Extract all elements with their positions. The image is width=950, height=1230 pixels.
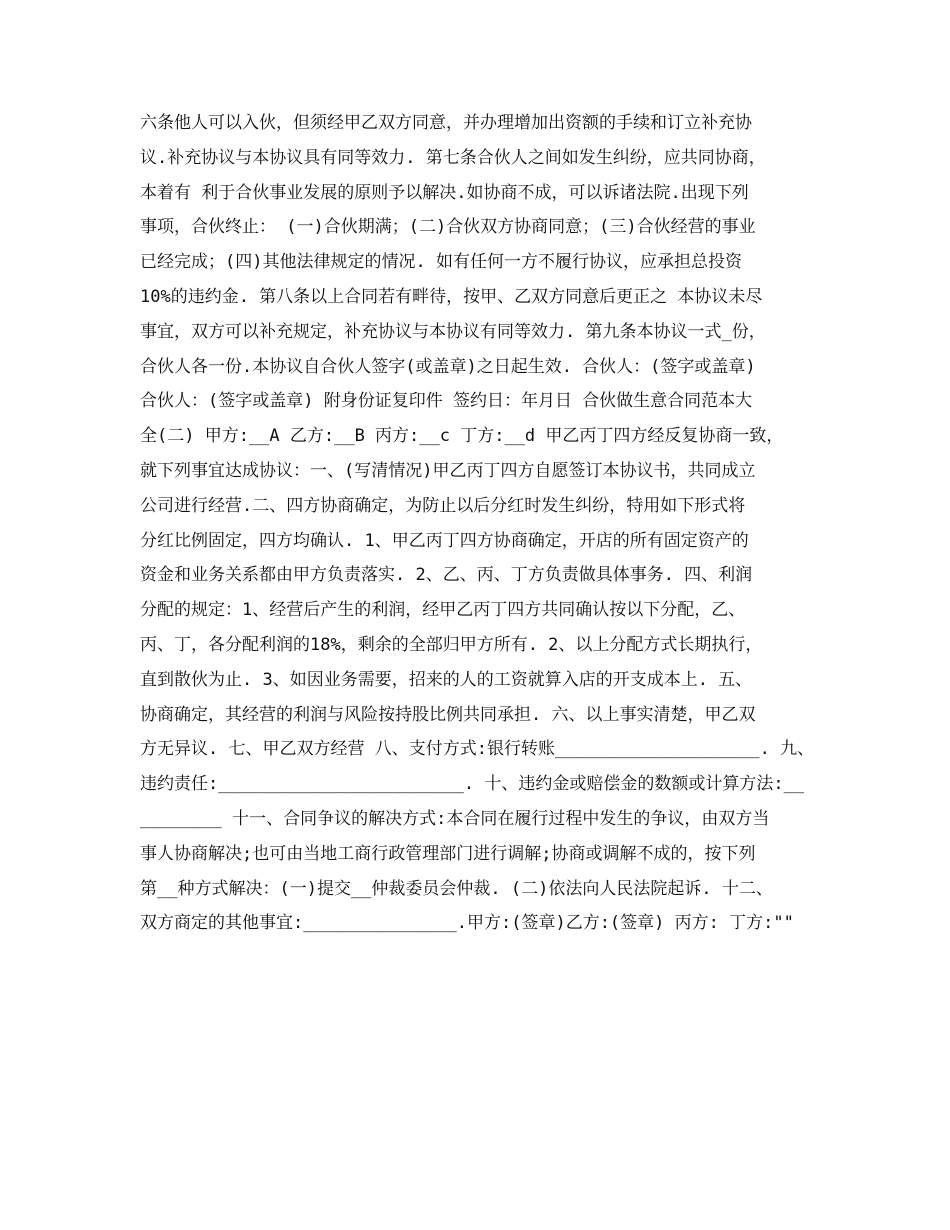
text-line-23: 第__种方式解决：(一)提交__仲裁委员会仲裁. (二)依法向人民法院起诉. 十二、 (140, 878, 773, 899)
text-line-4: 事项，合伙终止： (一)合伙期满；(二)合伙双方协商同意；(三)合伙经营的事业 (140, 217, 756, 238)
text-line-6: 10%的违约金. 第八条以上合同若有畔待，按甲、乙双方同意后更正之 本协议未尽 (140, 286, 763, 307)
text-line-10: 全(二) 甲方:__A 乙方:__B 丙方:__c 丁方:__d 甲乙丙丁四方经反复协商一致， (140, 426, 784, 447)
text-line-8: 合伙人各一份.本协议自合伙人签字(或盖章)之日起生效. 合伙人：(签字或盖章) (140, 356, 756, 377)
text-line-11: 就下列事宜达成协议：一、(写清情况)甲乙丙丁四方自愿签订本协议书，共同成立 (140, 460, 756, 481)
text-line-5: 已经完成；(四)其他法律规定的情况. 如有任何一方不履行协议，应承担总投资 (140, 252, 742, 273)
text-line-1: 六条他人可以入伙，但须经甲乙双方同意，并办理增加出资额的手续和订立补充协 (140, 113, 752, 133)
text-line-20: 违约责任:________________________. 十、违约金或赔偿金的数额或计算方法:__ (140, 774, 805, 795)
text-line-19: 方无异议. 七、甲乙双方经营 八、支付方式:银行转账____________________. 九、 (140, 739, 815, 760)
text-line-3: 本着有 利于合伙事业发展的原则予以解决.如协商不成，可以诉诸法院.出现下列 (140, 182, 749, 203)
contract-text-body (140, 106, 840, 941)
text-line-21: ________ 十一、合同争议的解决方式:本合同在履行过程中发生的争议，由双方当 (140, 808, 770, 829)
text-line-2: 议.补充协议与本协议具有同等效力. 第七条合伙人之间如发生纠纷，应共同协商， (140, 147, 766, 168)
text-line-14: 资金和业务关系都由甲方负责落实. 2、乙、丙、丁方负责做具体事务. 四、利润 (140, 565, 753, 586)
text-line-24: 双方商定的其他事宜:_______________.甲方:(签章)乙方:(签章) 丙方: 丁方:"" (140, 913, 794, 934)
text-line-16: 丙、丁，各分配利润的18%，剩余的全部归甲方所有. 2、以上分配方式长期执行， (140, 634, 763, 655)
text-line-9: 合伙人：(签字或盖章) 附身份证复印件 签约日：年月日 合伙做生意合同范本大 (140, 391, 753, 412)
text-line-17: 直到散伙为止. 3、如因业务需要，招来的人的工资就算入店的开支成本上. 五、 (140, 669, 753, 690)
text-line-7: 事宜，双方可以补充规定，补充协议与本协议有同等效力. 第九条本协议一式_份， (140, 321, 766, 342)
text-line-12: 公司进行经营.二、四方协商确定，为防止以后分红时发生纠纷，特用如下形式将 (140, 495, 746, 516)
text-line-18: 协商确定，其经营的利润与风险按持股比例共同承担. 六、以上事实清楚，甲乙双 (140, 704, 756, 725)
text-line-13: 分红比例固定，四方均确认. 1、甲乙丙丁四方协商确定，开店的所有固定资产的 (140, 530, 749, 551)
text-line-15: 分配的规定：1、经营后产生的利润，经甲乙丙丁四方共同确认按以下分配，乙、 (140, 600, 746, 621)
text-line-22: 事人协商解决;也可由当地工商行政管理部门进行调解;协商或调解不成的，按下列 (140, 843, 756, 864)
